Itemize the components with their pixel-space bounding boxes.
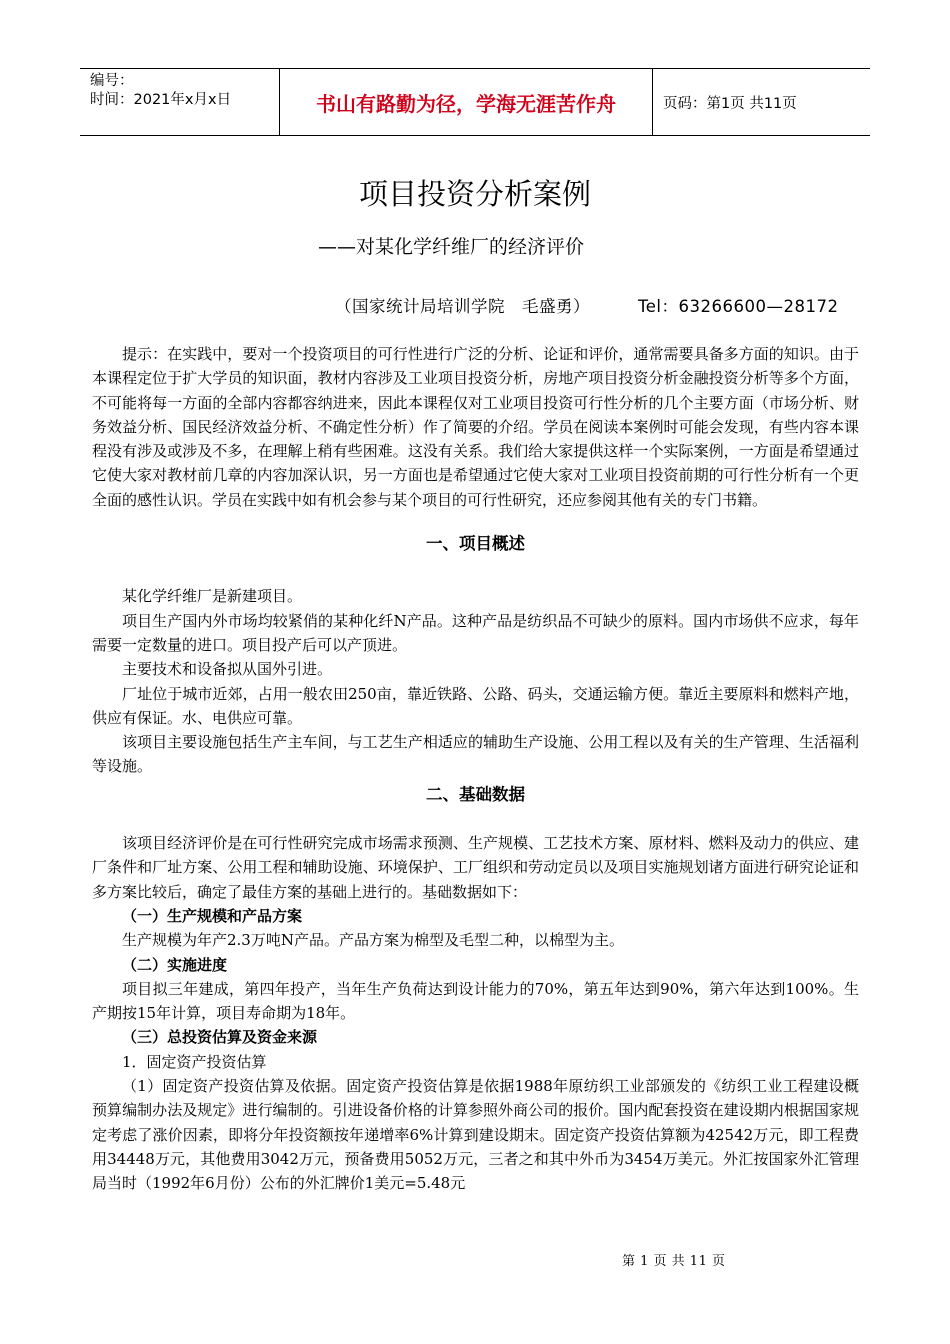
header-page-info: 页码：第1页 共11页: [663, 95, 797, 112]
section2-sub1-heading: （一）生产规模和产品方案: [122, 906, 303, 925]
author-line: [335, 293, 838, 317]
section2-sub2-heading: （二）实施进度: [122, 955, 228, 974]
section2-sub3-heading: （三）总投资估算及资金来源: [122, 1028, 318, 1047]
section2-sub2-text: 项目拟三年建成，第四年投产，当年生产负荷达到设计能力的70%，第五年达到90%，第六年达到100%。生产期按15年计算，项目寿命期为18年。: [92, 979, 859, 1023]
section1-paragraph: 项目生产国内外市场均较紧俏的某种化纤N产品。这种产品是纺织品不可缺少的原料。国内市场供不应求，每年需要一定数量的进口。项目投产后可以产顶进。: [92, 611, 859, 654]
intro-paragraph: 提示：在实践中，要对一个投资项目的可行性进行广泛的分析、论证和评价，通常需要具备多方面的知识。由于本课程定位于扩大学员的知识面，教材内容涉及工业项目投资分析，房地产项目投资分析金融投资分析等多个方面，不可能将每一方面的全部内容都容纳进来，因此本课程仅对工业项目投资可行性分析的几个主要方面（市场分析、财务效益分析、国民经济效益分析、不确定性分析）作了简要的介绍。学员在阅读本案例时可能会发现，有些内容本课程没有涉及或涉及不多，在理解上稍有些困难。这没有关系。我们给大家提供这样一个实际案例，一方面是希望通过它使大家对教材前几章的内容加深认识，另一方面也是希望通过它使大家对工业项目投资前期的可行性分析有一个更全面的感性认识。学员在实践中如有机会参与某个项目的可行性研究，还应参阅其他有关的专门书籍。: [92, 345, 859, 509]
header-number-label: 编号：: [90, 73, 134, 89]
section2-sub3-text: （1）固定资产投资估算及依据。固定资产投资估算是依据1988年原纺织工业部颁发的《纺织工业工程建设概预算编制办法及规定》进行编制的。引进设备价格的计算参照外商公司的报价。国内配套投资在建设期内根据国家规定考虑了涨价因素，即将分年投资额按年递增率6%计算到建设期末。固定资产投资估算额为42542万元，即工程费用34448万元，其他费用3042万元，预备费用5052万元，三者之和其中外币为3454万美元。外汇按国家外汇管理局当时（1992年6月份）公布的外汇牌价1美元=5.48元: [92, 1077, 859, 1193]
document-title: 项目投资分析案例: [358, 177, 591, 211]
section1-paragraph: 主要技术和设备拟从国外引进。: [122, 660, 333, 679]
section2-intro: 该项目经济评价是在可行性研究完成市场需求预测、生产规模、工艺技术方案、原材料、燃料及动力的供应、建厂条件和厂址方案、公用工程和辅助设施、环境保护、工厂组织和劳动定员以及项目实施规划诸方面进行研究论证和多方案比较后，确定了最佳方案的基础上进行的。基础数据如下：: [92, 834, 859, 901]
document-subtitle: ——对某化学纤维厂的经济评价: [318, 236, 585, 258]
document-body: [92, 342, 859, 1196]
author-name: （国家统计局培训学院 毛盛勇）: [335, 297, 590, 316]
section1-paragraph: 该项目主要设施包括生产主车间，与工艺生产相适应的辅助生产设施、公用工程以及有关的生产管理、生活福利等设施。: [92, 733, 859, 776]
section2-sub3-item: 1．固定资产投资估算: [122, 1052, 267, 1071]
header-time-label: 时间：2021年x月x日: [90, 92, 232, 108]
page-footer: 第 1 页 共 11 页: [622, 1254, 726, 1269]
page-header: [80, 68, 870, 136]
section1-heading: 一、项目概述: [426, 534, 525, 554]
section1-paragraph: 某化学纤维厂是新建项目。: [122, 587, 303, 606]
section2-sub1-text: 生产规模为年产2.3万吨N产品。产品方案为棉型及毛型二种，以棉型为主。: [122, 931, 624, 950]
header-motto: 书山有路勤为径，学海无涯苦作舟: [280, 69, 653, 135]
section1-paragraph: 厂址位于城市近郊，占用一般农田250亩，靠近铁路、公路、码头，交通运输方便。靠近主要原料和燃料产地，供应有保证。水、电供应可靠。: [92, 684, 859, 727]
header-left-cell: [80, 69, 280, 135]
section2-heading: 二、基础数据: [426, 784, 525, 804]
author-tel: Tel：63266600—28172: [638, 297, 839, 316]
